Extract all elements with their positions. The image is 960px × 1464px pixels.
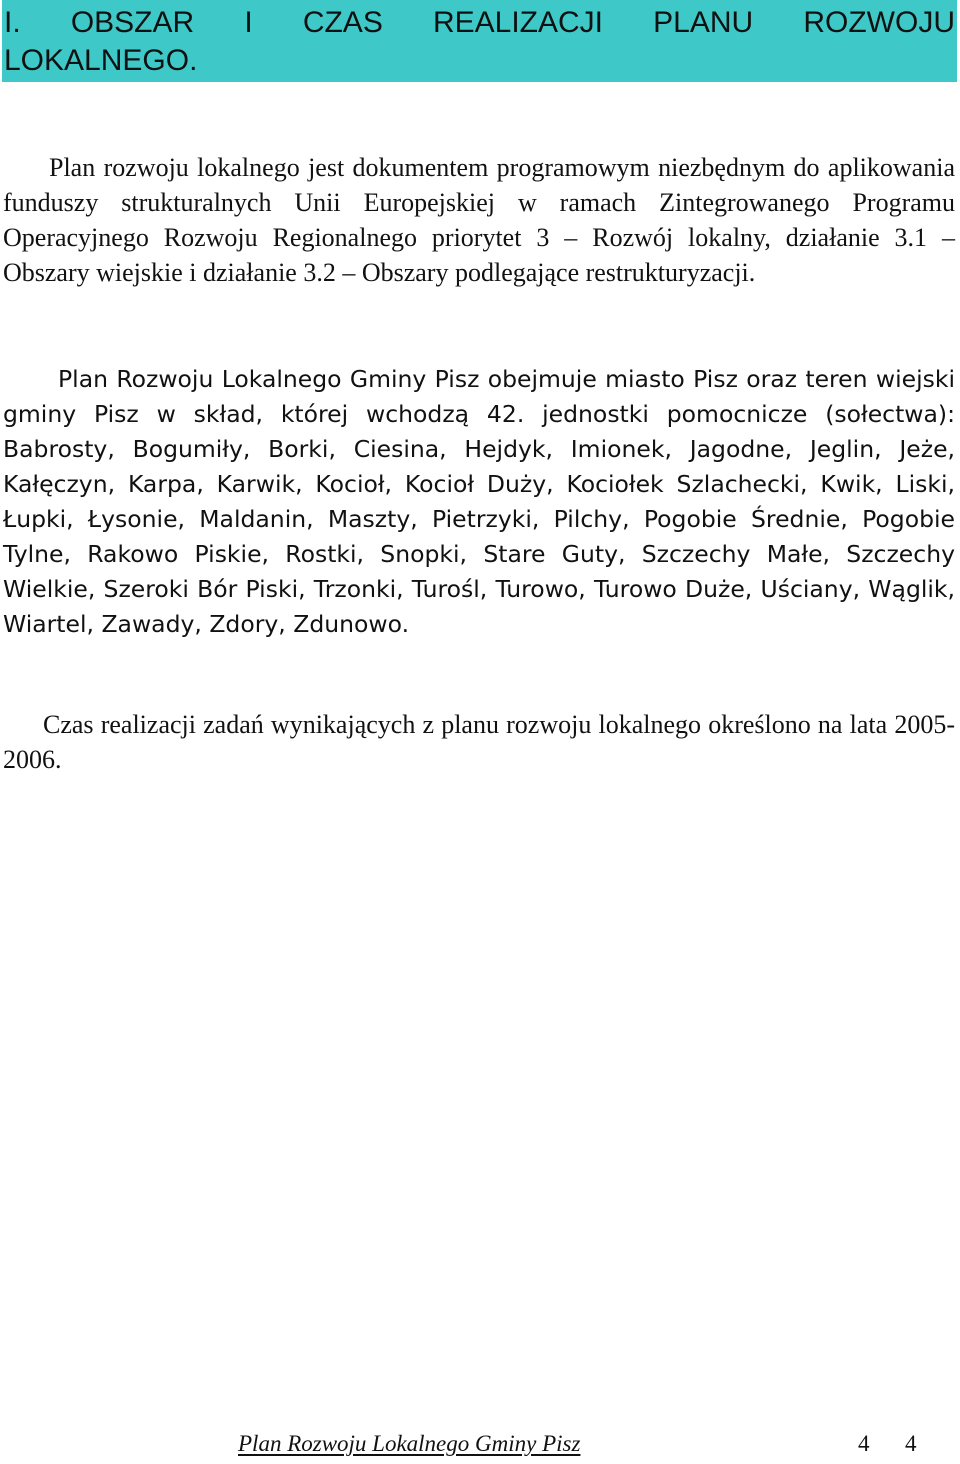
section-heading: I. OBSZAR I CZAS REALIZACJI PLANU ROZWOJU LOKALNEGO.: [2, 0, 957, 82]
paragraph-timeframe: Czas realizacji zadań wynikających z planu rozwoju lokalnego określono na lata 2005-2006.: [3, 710, 955, 774]
footer-document-title: Plan Rozwoju Lokalnego Gminy Pisz: [238, 1431, 581, 1456]
footer-page-number-secondary: 4: [905, 1431, 917, 1456]
paragraph-intro: Plan rozwoju lokalnego jest dokumentem programowym niezbędnym do aplikowania funduszy strukturalnych Unii Europejskiej w ramach Zintegrowanego Programu Operacyjnego Rozwoju Regionalnego priorytet 3 – Rozwój lokalny, działanie 3.1 – Obszary wiejskie i działanie 3.2 – Obszary podlegające restrukturyzacji.: [3, 153, 955, 287]
footer-page-number: 4: [858, 1431, 870, 1456]
paragraph-scope: Plan Rozwoju Lokalnego Gminy Pisz obejmuje miasto Pisz oraz teren wiejski gminy Pisz w skład, której wchodzą 42. jednostki pomocnicze (sołectwa): Babrosty, Bogumiły, Borki, Ciesina, Hejdyk, Imionek, Jagodne, Jeglin, Jeże, Kałęczyn, Karpa, Karwik, Kocioł, Kocioł Duży, Kociołek Szlachecki, Kwik, Liski, Łupki, Łysonie, Maldanin, Maszty, Pietrzyki, Pilchy, Pogobie Średnie, Pogobie Tylne, Rakowo Piskie, Rostki, Snopki, Stare Guty, Szczechy Małe, Szczechy Wielkie, Szeroki Bór Piski, Trzonki, Turośl, Turowo, Turowo Duże, Uściany, Wąglik, Wiartel, Zawady, Zdory, Zdunowo.: [3, 365, 955, 638]
